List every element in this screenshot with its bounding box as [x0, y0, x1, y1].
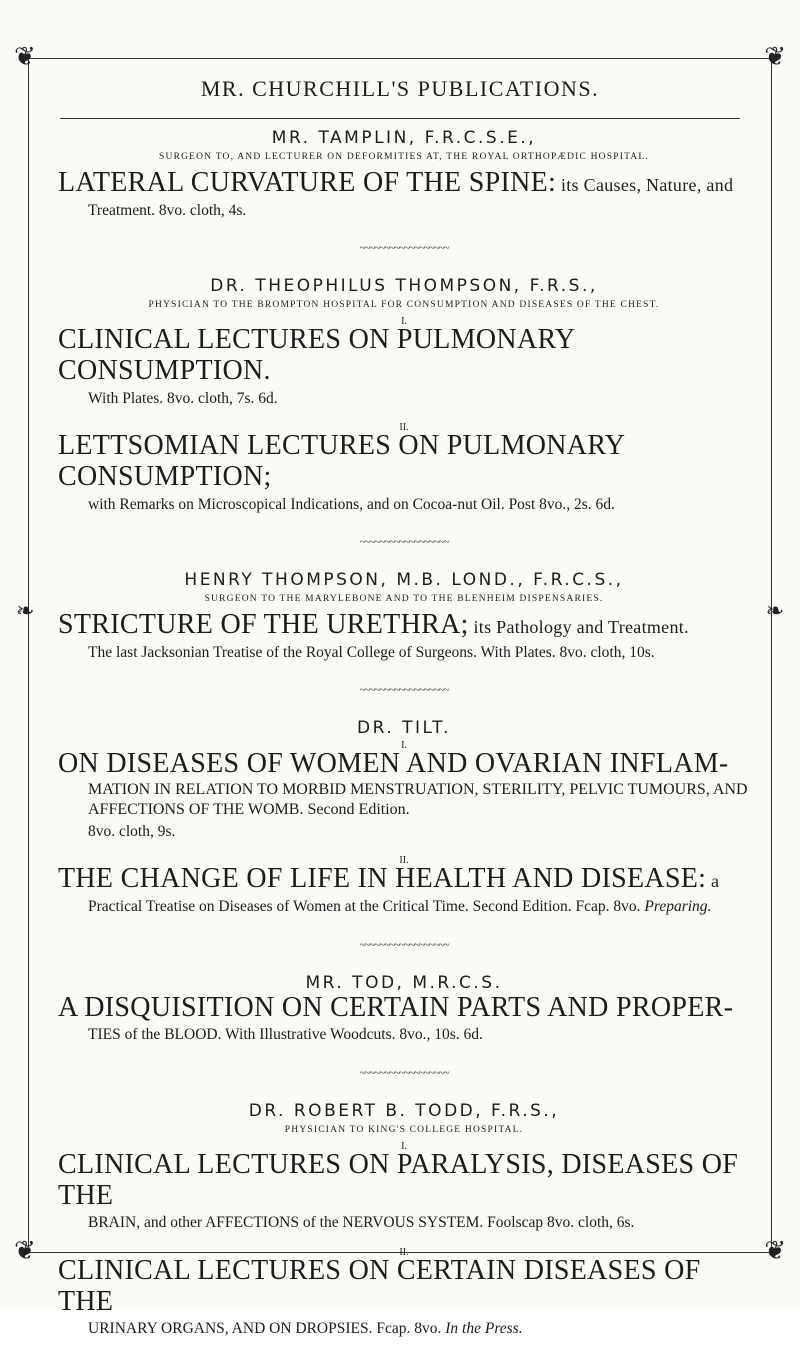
page-title: MR. CHURCHILL'S PUBLICATIONS.	[200, 76, 600, 101]
book-title-main: STRICTURE OF THE URETHRA;	[58, 609, 469, 641]
book-numeral: I.	[401, 316, 407, 328]
book-numeral: II.	[399, 422, 409, 434]
book-title	[58, 610, 750, 641]
author-affiliation: SURGEON TO, AND LECTURER ON DEFORMITIES AT, THE ROYAL ORTHOPÆDIC HOSPITAL.	[159, 152, 649, 162]
right-border-rule	[771, 60, 772, 1251]
book-description-text: Treatment. 8vo. cloth, 4s.	[88, 201, 247, 219]
author-section	[58, 128, 750, 220]
section-divider: ~~~~~~~~~~~~~~~~~~	[359, 242, 449, 255]
section-divider: ~~~~~~~~~~~~~~~~~~	[359, 1066, 449, 1079]
book-title-tail: a	[706, 871, 720, 892]
book-title	[58, 325, 750, 387]
corner-ornament-icon: ❦	[14, 1236, 36, 1265]
book-numeral: II.	[399, 855, 409, 867]
author-section	[58, 973, 750, 1045]
book-description	[88, 389, 750, 408]
book-description	[88, 643, 750, 662]
book-title	[58, 431, 750, 493]
author-section	[58, 570, 750, 662]
book-description-text: Practical Treatise on Diseases of Women at the Critical Time. Second Edition. Fcap. 8vo.	[88, 898, 641, 916]
corner-ornament-icon: ❦	[14, 42, 36, 71]
book-numeral: I.	[401, 1140, 407, 1152]
book-status-note: Preparing.	[644, 898, 712, 916]
book-entry	[58, 740, 750, 841]
side-ornament-icon: ❧	[765, 598, 784, 623]
book-subtitle: MATION IN RELATION TO MORBID MENSTRUATION, STERILITY, PELVIC TUMOURS, AND AFFECTIONS OF THE WOMB. Second Edition.	[88, 781, 748, 819]
author-affiliation: PHYSICIAN TO KING'S COLLEGE HOSPITAL.	[284, 1124, 524, 1135]
book-description-text: URINARY ORGANS, AND ON DROPSIES. Fcap. 8vo.	[88, 1320, 442, 1338]
author-affiliation: SURGEON TO THE MARYLEBONE AND TO THE BLENHEIM DISPENSARIES.	[204, 594, 604, 605]
author-section	[58, 1101, 750, 1339]
book-description-text: BRAIN, and other AFFECTIONS of the NERVOUS SYSTEM. Foolscap 8vo. cloth, 6s.	[88, 1214, 635, 1232]
book-title	[58, 864, 750, 895]
book-entry	[58, 316, 750, 408]
catalogue-content	[58, 128, 750, 1353]
section-divider: ~~~~~~~~~~~~~~~~~~	[359, 536, 449, 549]
book-title	[58, 749, 750, 780]
book-description	[88, 822, 750, 841]
author-affiliation: PHYSICIAN TO THE BROMPTON HOSPITAL FOR CONSUMPTION AND DISEASES OF THE CHEST.	[148, 300, 660, 311]
section-divider: ~~~~~~~~~~~~~~~~~~	[359, 684, 449, 697]
book-entry	[58, 1141, 750, 1233]
top-border-rule	[28, 58, 772, 59]
book-entry	[58, 1247, 750, 1339]
book-entry	[58, 422, 750, 514]
author-name: MR. TOD, M.R.C.S.	[305, 972, 503, 993]
book-title-main: THE CHANGE OF LIFE IN HEALTH AND DISEASE:	[58, 863, 707, 895]
author-section	[58, 718, 750, 916]
book-numeral: II.	[399, 1246, 409, 1258]
book-title	[58, 1256, 750, 1318]
book-title-main: LATERAL CURVATURE OF THE SPINE:	[58, 167, 557, 198]
book-status-note: In the Press.	[445, 1320, 523, 1338]
book-title-main: CLINICAL LECTURES ON PULMONARY CONSUMPTION.	[58, 324, 575, 386]
book-title-main: CLINICAL LECTURES ON PARALYSIS, DISEASES OF THE	[58, 1148, 739, 1211]
book-description	[88, 201, 750, 220]
book-title-main: LETTSOMIAN LECTURES ON PULMONARY CONSUMPTION;	[58, 430, 625, 492]
author-name: DR. TILT.	[357, 718, 451, 739]
author-name: DR. THEOPHILUS THOMPSON, F.R.S.,	[210, 276, 598, 297]
section-divider: ~~~~~~~~~~~~~~~~~~	[359, 938, 449, 951]
book-title-tail: its Pathology and Treatment.	[468, 617, 689, 638]
book-description	[88, 1213, 750, 1232]
author-section	[58, 276, 750, 514]
book-title-main: ON DISEASES OF WOMEN AND OVARIAN INFLAM-	[58, 748, 729, 780]
book-description-text: 8vo. cloth, 9s.	[88, 823, 176, 841]
book-description	[88, 897, 750, 916]
book-description-text: With Plates. 8vo. cloth, 7s. 6d.	[88, 389, 278, 407]
corner-ornament-icon: ❦	[764, 1236, 786, 1265]
author-name: DR. ROBERT B. TODD, F.R.S.,	[248, 1100, 560, 1121]
book-entry	[58, 993, 750, 1045]
book-description	[88, 495, 750, 514]
book-description-text: with Remarks on Microscopical Indications, and on Cocoa-nut Oil. Post 8vo., 2s. 6d.	[88, 495, 615, 513]
book-title-tail: its Causes, Nature, and	[556, 175, 734, 195]
book-description	[88, 1025, 750, 1044]
book-description	[88, 1319, 750, 1338]
book-title	[58, 1150, 750, 1212]
book-description-text: The last Jacksonian Treatise of the Royal College of Surgeons. With Plates. 8vo. cloth, 10s.	[88, 643, 655, 661]
side-ornament-icon: ❧	[16, 598, 35, 623]
book-title	[58, 168, 750, 199]
book-title-main: CLINICAL LECTURES ON CERTAIN DISEASES OF THE	[58, 1254, 701, 1317]
book-entry	[58, 610, 750, 662]
book-title	[58, 993, 750, 1024]
author-name: MR. TAMPLIN, F.R.C.S.E.,	[271, 128, 537, 148]
corner-ornament-icon: ❦	[764, 42, 786, 71]
book-title-main: A DISQUISITION ON CERTAIN PARTS AND PROPER-	[58, 991, 734, 1023]
book-description-text: TIES of the BLOOD. With Illustrative Woodcuts. 8vo., 10s. 6d.	[88, 1026, 483, 1044]
left-border-rule	[28, 60, 29, 1251]
book-entry	[58, 855, 750, 916]
book-entry	[58, 168, 750, 220]
header-underline-rule	[60, 118, 740, 119]
book-numeral: I.	[401, 740, 407, 752]
author-name: HENRY THOMPSON, M.B. LOND., F.R.C.S.,	[184, 570, 624, 591]
